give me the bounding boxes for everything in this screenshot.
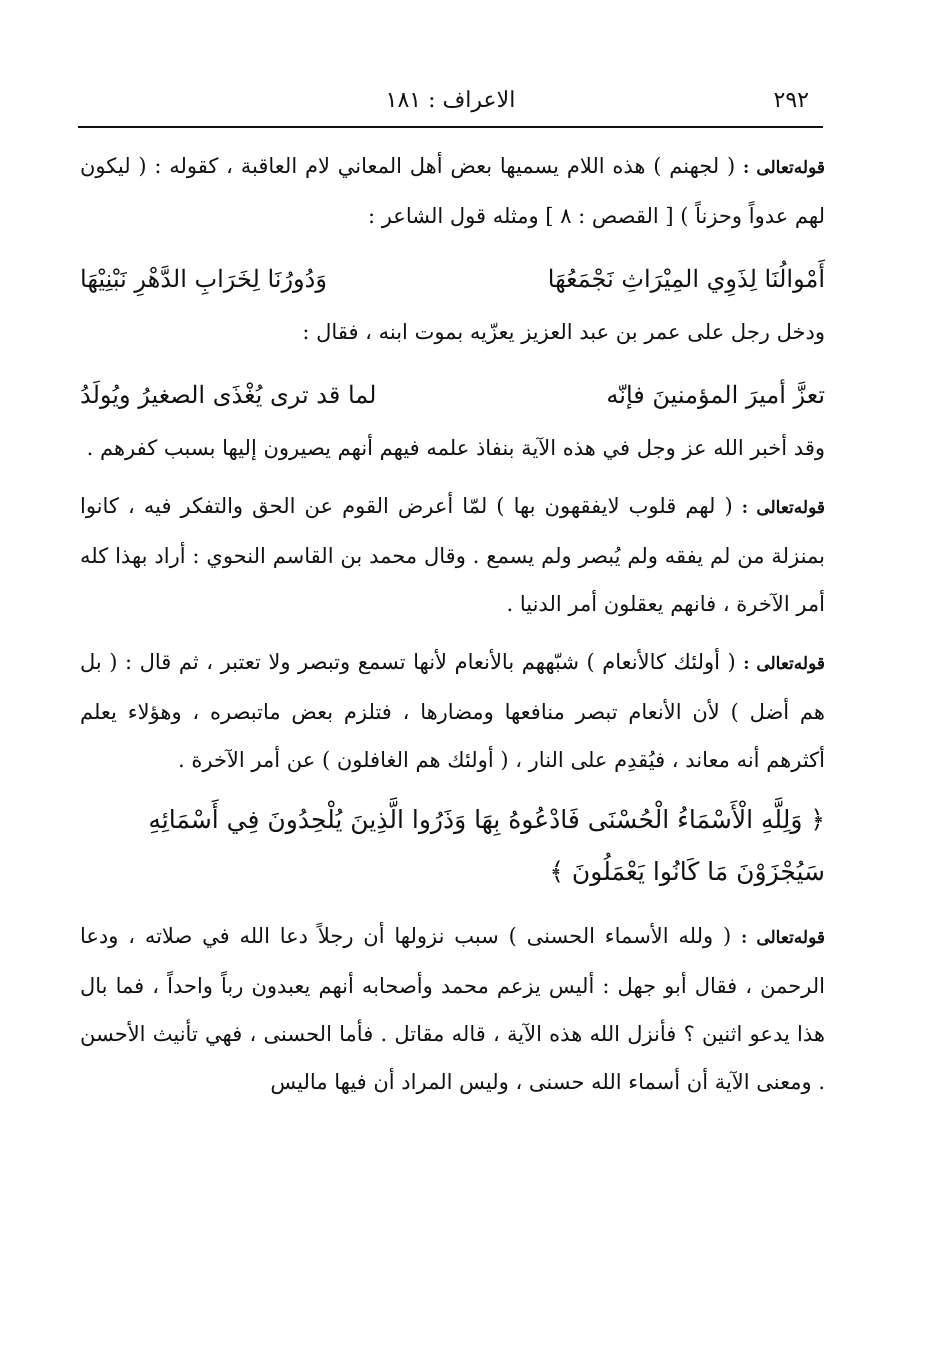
poem-verse bbox=[80, 250, 825, 308]
paragraph-lam-aqiba bbox=[80, 142, 825, 240]
paragraph-lead: قوله‌تعالى : bbox=[743, 158, 825, 178]
paragraph-beautiful-names bbox=[80, 912, 825, 1106]
quran-verse: ﴿ وَلِلَّهِ الْأَسْمَاءُ الْحُسْنَى فَادْعُوهُ بِهَا وَذَرُوا الَّذِينَ يُلْحِدُونَ فِي أَسْمَائِهِ سَيُجْزَوْنَ مَا كَانُوا يَعْمَلُونَ ﴾ bbox=[148, 805, 825, 886]
paragraph-lead: قوله‌تعالى : bbox=[741, 928, 825, 948]
paragraph-hearts bbox=[80, 482, 825, 628]
page-body bbox=[80, 142, 825, 1116]
paragraph-text: ودخل رجل على عمر بن عبد العزيز يعزّيه بموت ابنه ، فقال : bbox=[302, 320, 825, 344]
paragraph-text: ( لجهنم ) هذه اللام يسميها بعض أهل المعاني لام العاقبة ، كقوله : ( ليكون لهم عدواً وحزناً ) [ القصص : ٨ ] ومثله قول الشاعر : bbox=[80, 154, 825, 228]
paragraph-text: وقد أخبر الله عز وجل في هذه الآية بنفاذ علمه فيهم أنهم يصيرون إليها بسبب كفرهم . bbox=[86, 436, 825, 460]
running-head: الاعراف : ١٨١ bbox=[385, 88, 516, 113]
poem-verse bbox=[80, 366, 825, 424]
header-rule bbox=[78, 126, 823, 128]
page-number: ٢٩٢ bbox=[773, 88, 809, 113]
paragraph-condolence bbox=[80, 308, 825, 356]
paragraph-lead: قوله‌تعالى : bbox=[743, 654, 825, 674]
verse-second-hemistich: لما قد ترى يُغْذَى الصغيرُ ويُولَدُ bbox=[80, 381, 377, 409]
paragraph-cattle bbox=[80, 638, 825, 784]
paragraph-lead: قوله‌تعالى : bbox=[741, 498, 825, 518]
page-header bbox=[78, 88, 823, 122]
verse-first-hemistich: تعزَّ أميرَ المؤمنينَ فإنّه bbox=[606, 381, 825, 409]
verse-second-hemistich: وَدُورُنَا لِخَرَابِ الدَّهْرِ نَبْنِيْهَا bbox=[80, 265, 327, 293]
verse-first-hemistich: أَمْوالُنَا لِذَوِي المِيْرَاثِ نَجْمَعُهَا bbox=[547, 265, 825, 293]
paragraph-text: ( ولله الأسماء الحسنى ) سبب نزولها أن رجلاً دعا الله في صلاته ، ودعا الرحمن ، فقال أبو جهل : أليس يزعم محمد وأصحابه أنهم يعبدون رباً واحداً ، فما بال هذا يدعو اثنين ؟ فأنزل الله هذه الآية ، قاله مقاتل . فأما الحسنى ، فهي تأنيث الأحسن . ومعنى الآية أن أسماء الله حسنى ، وليس المراد أن فيها ماليس bbox=[80, 924, 825, 1094]
paragraph-text: ( لهم قلوب لايفقهون بها ) لمّا أعرض القوم عن الحق والتفكر فيه ، كانوا بمنزلة من لم يفقه ولم يُبصر ولم يسمع . وقال محمد بن القاسم النحوي : أراد بهذا كله أمر الآخرة ، فانهم يعقلون أمر الدنيا . bbox=[80, 494, 825, 616]
paragraph-knowledge bbox=[80, 424, 825, 472]
paragraph-text: ( أولئك كالأنعام ) شبّههم بالأنعام لأنها تسمع وتبصر ولا تعتبر ، ثم قال : ( بل هم أضل ) لأن الأنعام تبصر منافعها ومضارها ، فتلزم بعض ماتبصره ، وهؤلاء يعلم أكثرهم أنه معاند ، فيُقدِم على النار ، ( أولئك هم الغافلون ) عن أمر الآخرة . bbox=[80, 650, 825, 772]
